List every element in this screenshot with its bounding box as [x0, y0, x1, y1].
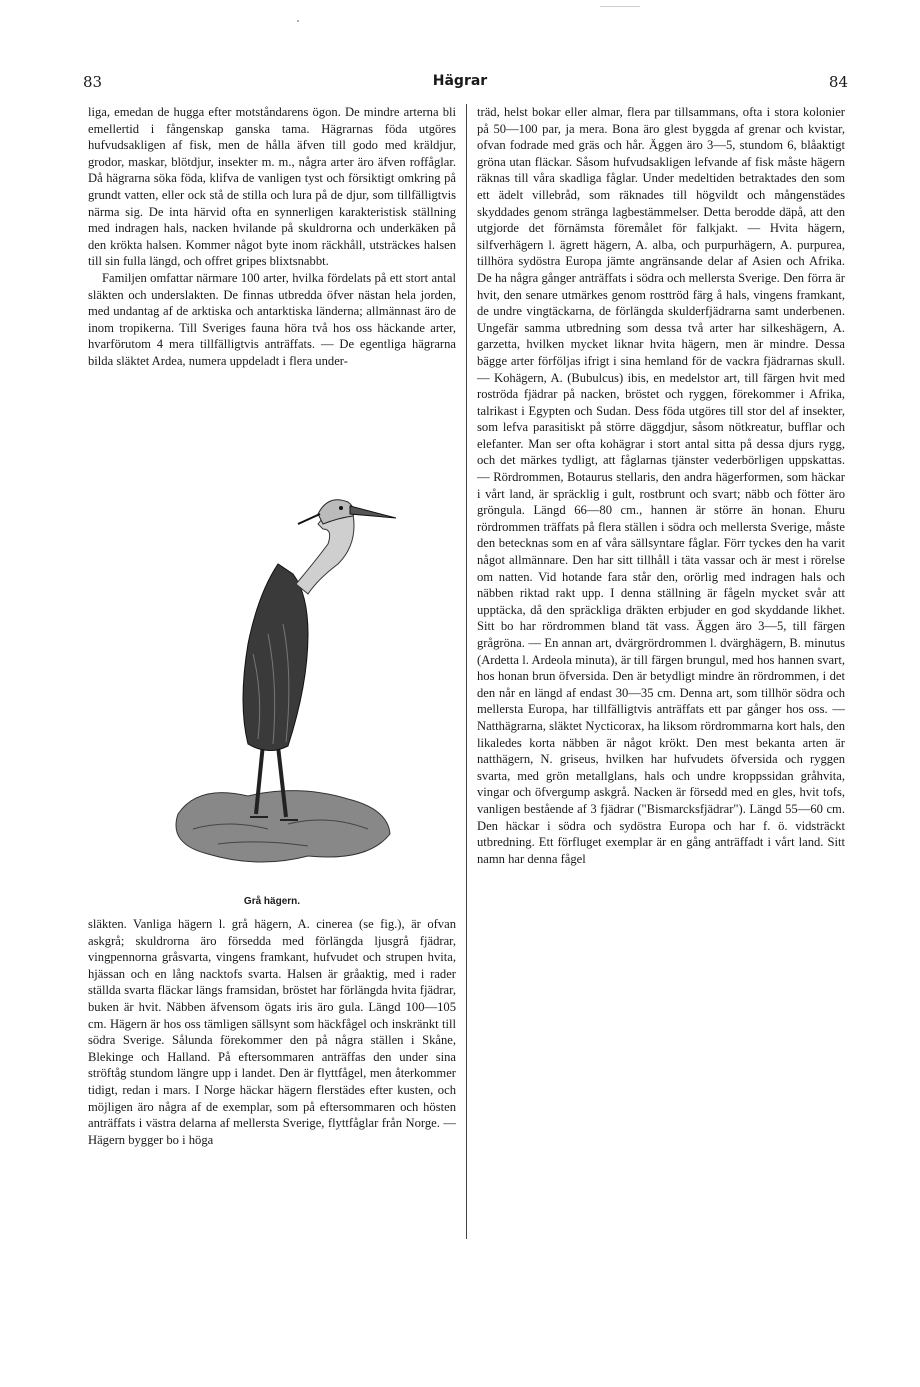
left-paragraph-2: Familjen omfattar närmare 100 arter, hvilka fördelats på ett stort antal släkten och underslakten. De finnas utbredda öfver nästan hela jorden, med undantag af de arktiska och antarktiska länderna; allmännast äro de inom tropikerna. Till Sveriges fauna höra två hos oss häckande arter, hvarförutom 4 mera tillfälligtvis anträffats. — De egentliga hägrarna bilda släktet Ardea, numera uppdeladt i flera under- [88, 270, 456, 368]
figure-caption: Grå hägern. [243, 896, 301, 907]
heron-figure [88, 484, 456, 907]
right-column [477, 104, 845, 867]
paper-speck [600, 6, 640, 7]
paper-speck [297, 20, 299, 22]
left-paragraph-3: släkten. Vanliga hägern l. grå hägern, A. cinerea (se fig.), är ofvan askgrå; skuldrorna äro försedda med förlängda ljusgrå fjädrar, vingpennorna gråsvarta, vingens framkant, hufvudet och strupen hvita, hjässan och en lång nacktofs svarta. Halsen är gråaktig, med i rader ställda svarta fläckar längs framsidan, bröstet har förlängda hvita fjädrar, buken är hvit. Näbben äfvensom ögats iris äro gula. Längd 100—105 cm. Hägern är hos oss tämligen sällsynt som häckfågel och inskränkt till södra Sverige. Sålunda förekommer den på några ställen i Skåne, Blekinge och Halland. På eftersommaren anträffas den under sina ströftåg stundom längre upp i landet. Den är flyttfågel, men återkommer tidigt, redan i mars. I Norge häckar hägern flerstädes efter kusten, och möjligen äro några af de exemplar, som på eftersommaren och hösten anträffats i västra delarna af mellersta Sverige, flyttfåglar från Norge. — Hägern bygger bo i höga [88, 917, 456, 1147]
page-title: Hägrar [432, 73, 488, 89]
left-column [88, 104, 456, 1147]
column-divider [466, 104, 467, 1239]
right-paragraph-1: träd, helst bokar eller almar, flera par tillsammans, ofta i stora kolonier på 50—100 par, ja mera. Bona äro glest byggda af grenar och kvistar, ofvan fodrade med gräs och hår. Äggen äro 3—5, stundom 6, blåaktigt gröna utan fläckar. Såsom hufvudsakligen lefvande af fisk måste hägern räknas till våra skadliga fåglar. Under medeltiden betraktades den som ett ädelt villebråd, som räknades till högvildt och mångenstädes skyddades genom stränga lagbestämmelser. Detta berodde däpå, att den utgjorde det förnämsta föremålet för falkjakt. — Hvita hägern, silfverhägern l. ägrett hägern, A. alba, och purpurhägern, A. purpurea, tillhöra sydöstra Europa jämte angränsande delar af Asien och Afrika. De ha några gånger anträffats i södra och mellersta Sverige. Den förra är hvit, den senare utmärkes genom rosttröd färg å hals, vingens framkant, de undre vingtäckarna, de förlängda skulderfjädrarna samt underbenen. Ungefär samma utbredning som dessa två arter har silkeshägern, A. garzetta, hvilken mycket liknar hvita hägern, men är mindre. Dessa bägge arter förföljas ifrigt i sina hemland för de vackra fjädrarnas skull. — Kohägern, A. (Bubulcus) ibis, en medelstor art, till färgen hvit med roströda fjädrar på nacken, bröstet och ryggen, förekommer i Afrika, talrikast i Egypten och Sudan. Dess föda utgöres till stor del af insekter, som lefva parasitiskt på större däggdjur, såsom nötkreatur, bufflar och elefanter. Man ser ofta kohägrar i stort antal sitta på dessa djurs rygg, och det märkes tydligt, att fåglarnas tjänster vederbörligen uppskattas. — Rördrommen, Botaurus stellaris, den andra hägerformen, som häckar i vårt land, är spräcklig i gult, rostbrunt och svart; näbb och fötter äro gröngula. Längd 66—80 cm., hannen är större än honan. Ehuru rördrommen träffats på flera ställen i södra och mellersta Sverige, måste den betecknas som en af våra sällsyntare fåglar. Förr tyckes den ha varit något allmännare. Den har sitt tillhåll i täta vassar och är mest i rörelse om natten. Vid hotande fara står den, orörlig med indragen hals och näbben riktad rakt upp. I denna ställning är fågeln mycket svår att upptäcka, då den spräckliga dräkten erbjuder en god skyddande likhet. Sitt bo har rördrommen bland tät vass. Äggen äro 3—5, till färgen grågröna. — En annan art, dvärgrördrommen l. dvärghägern, B. minutus (Ardetta l. Ardeola minuta), är till färgen brungul, med hos hannen svart, hos honan brun öfversida. Den är betydligt mindre än rördrommen, i det den når en längd af endast 30—35 cm. Denna art, som tillhör södra och mellersta Europa, har tillfälligtvis anträffats ett par gånger hos oss. — Natthägrarna, släktet Nycticorax, ha liksom rördrommarna kort hals, den likaledes korta näbben är något krökt. Den mest bekanta arten är natthägern, N. griseus, hvilken har hufvudets öfversida och ryggen svarta, med grön metallglans, hals och undre kroppssidan gråhvita, vingar och öfvergump askgrå. Nacken är försedd med en gles, hvit tofs, vanligen bestående af 3 fjädrar ("Bismarcksfjädrar"). Längd 55—60 cm. Den häckar i södra och sydöstra Europa och har f. ö. vidsträckt utbredning. Ett förfluget exemplar är en gång anträffadt i vårt land. Sitt namn har denna fågel [477, 105, 845, 866]
left-paragraph-1: liga, emedan de hugga efter motståndarens ögon. De mindre arterna bli emellertid i fångenskap ganska tama. Hägrarnas föda utgöres hufvudsakligen af fisk, men de hålla äfven till godo med kräldjur, grodor, maskar, blötdjur, insekter m. m., några arter äro äfven roffåglar. Då hägrarna söka föda, klifva de vanligen tyst och försiktigt omkring på grundt vatten, eller ock stå de stilla och lura på de djur, som tillfälligtvis närma sig. De inta härvid ofta en synnerligen karakteristisk ställning med indragen hals, nacken hvilande på skuldrorna och underkäken på den krökta halsen. Kommer något byte inom räckhåll, utsträckes halsen till sin fulla längd, och offret gripes blixtsnabbt. [88, 105, 456, 269]
page-number-left: 83 [83, 73, 103, 91]
heron-illustration [158, 484, 398, 884]
page-number-right: 84 [828, 73, 848, 91]
